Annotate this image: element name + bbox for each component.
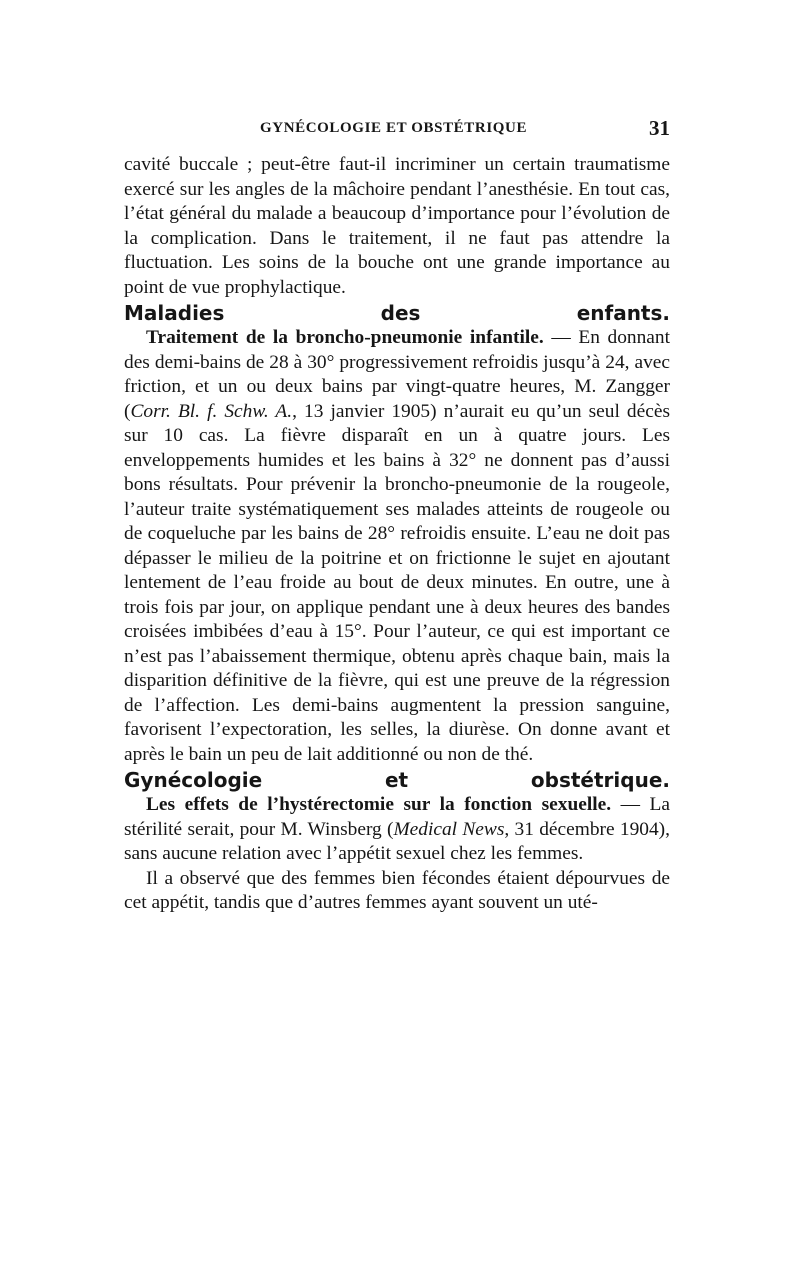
paragraph-text-part: En donnant des demi-bains de 28 à 30° progressivement refroidis jusqu’à 24, avec friction, et un ou deux bains par vingt-quatre heures, M. Zangger ( [124, 327, 670, 422]
em-dash: — [543, 327, 579, 348]
paragraph-broncho-pneumonie [124, 326, 670, 767]
running-header [124, 118, 670, 142]
paragraph-text-part: La stérilité serait, pour M. Winsberg ( [124, 794, 670, 840]
journal-citation: Corr. Bl. f. Schw. A. [130, 400, 293, 422]
paragraph-hysterectomie [124, 793, 670, 867]
body-text [124, 153, 670, 916]
section-heading-maladies-enfants: Maladies des enfants. [124, 301, 670, 325]
intro-paragraph: cavité buccale ; peut-être faut-il incriminer un certain traumatisme exercé sur les angles de la mâchoire pendant l’anesthésie. En tout cas, l’état général du malade a beaucoup d’importance pour l’évolution de la complication. Dans le traitement, il ne faut pas attendre la fluctuation. Les soins de la bouche ont une grande importance au point de vue prophylactique. [124, 154, 670, 298]
journal-citation: Medical News [393, 818, 505, 840]
em-dash: — [611, 794, 650, 815]
running-title: GYNÉCOLOGIE ET OBSTÉTRIQUE [260, 120, 528, 136]
section-heading-gynecologie: Gynécologie et obstétrique. [124, 768, 670, 792]
paragraph-text-part: , 31 décembre 1904), sans aucune relation avec l’appétit sexuel chez les femmes. [124, 818, 670, 864]
page-number: 31 [649, 116, 670, 140]
paragraph-title: Traitement de la broncho-pneumonie infantile. [146, 327, 544, 348]
paragraph-title: Les effets de l’hystérectomie sur la fonction sexuelle. [146, 794, 612, 815]
paragraph-text-part: , 13 janvier 1905) n’aurait eu qu’un seul décès sur 10 cas. La fièvre disparaît en un à quatre jours. Les enveloppements humides et les bains à 32° ne donnent pas d’aussi bons résultats. Pour prévenir la broncho-pneumonie de la rougeole, l’auteur traite systématiquement ses malades atteints de rougeole ou de coqueluche par les bains de 28° refroidis ensuite. L’eau ne doit pas dépasser le milieu de la poitrine et on frictionne le sujet en ajoutant lentement de l’eau froide au bout de deux minutes. En outre, une à trois fois par jour, on applique pendant une à deux heures des bandes croisées imbibées d’eau à 15°. Pour l’auteur, ce qui est important ce n’est pas l’abaissement thermique, obtenu après chaque bain, mais la disparition définitive de la fièvre, qui est une preuve de la régression de l’affection. Les demi-bains augmentent la pression sanguine, favorisent l’expectoration, les selles, la diurèse. On donne avant et après le bain un peu de lait additionné ou non de thé. [124, 400, 670, 765]
paragraph-observation: Il a observé que des femmes bien fécondes étaient dépourvues de cet appétit, tandis que d’autres femmes ayant souvent un uté- [124, 867, 670, 913]
